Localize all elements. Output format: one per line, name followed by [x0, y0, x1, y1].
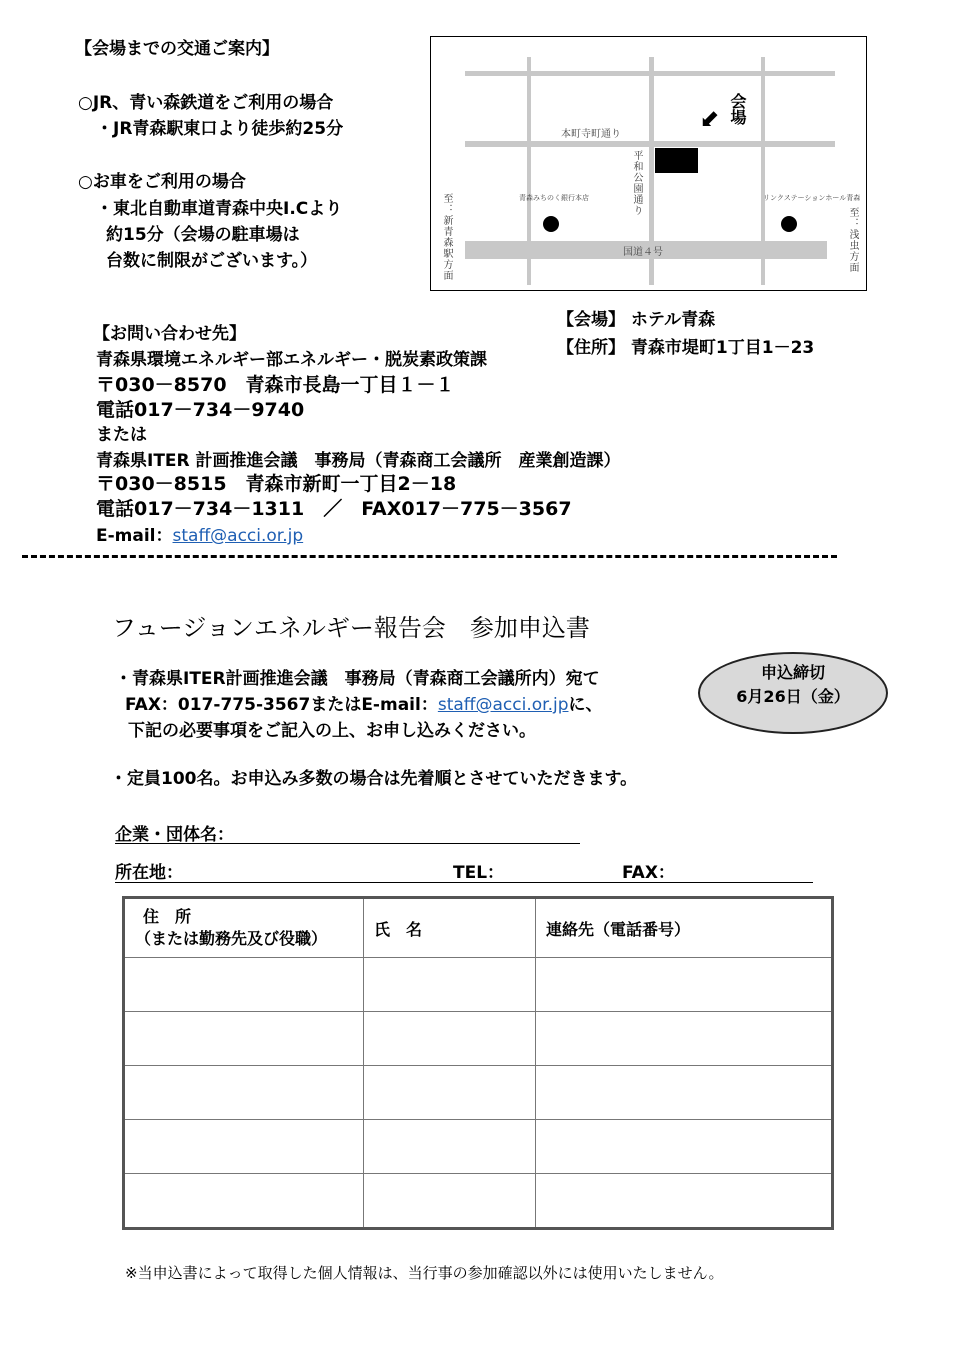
contact-email-link[interactable]: staff@acci.or.jp: [172, 526, 304, 546]
contact-org2: 青森県ITER 計画推進会議 事務局（青森商工会議所 産業創造課）: [96, 451, 621, 471]
fax-label: FAX：: [622, 863, 675, 883]
header-name: 氏 名: [364, 898, 536, 958]
cell-contact[interactable]: [536, 958, 833, 1012]
venue-name: 【会場】 ホテル青森: [557, 310, 716, 330]
cell-address[interactable]: [124, 1066, 364, 1120]
contact-org1-tel: 電話017－734－9740: [96, 399, 305, 421]
cell-address[interactable]: [124, 958, 364, 1012]
cell-address[interactable]: [124, 1012, 364, 1066]
map-label-right-direction: 至：浅虫方面: [847, 207, 858, 273]
location-field[interactable]: [115, 882, 813, 883]
landmark-left-dot: [543, 216, 559, 232]
venue-address: 【住所】 青森市堤町1丁目1－23: [557, 338, 815, 358]
map-venue-label: 会場: [728, 93, 747, 125]
train-detail: ・JR青森駅東口より徒歩約25分: [96, 119, 344, 139]
instruction-line-2: [125, 692, 602, 718]
privacy-note: ※当申込書によって取得した個人情報は、当行事の参加確認以外には使用いたしません。: [125, 1264, 724, 1282]
instruction-suffix: に、: [568, 695, 603, 715]
map-label-left-landmark: 青森みちのく銀行本店: [519, 194, 589, 202]
header-contact: 連絡先（電話番号）: [536, 898, 833, 958]
map-label-honchoji: 本町寺町通り: [561, 129, 621, 140]
table-row: [124, 1066, 833, 1120]
cell-contact[interactable]: [536, 1120, 833, 1174]
header-address-line1: 住 所: [143, 907, 192, 926]
table-header-row: [124, 898, 833, 958]
venue-block: [655, 148, 698, 173]
cell-name[interactable]: [364, 1066, 536, 1120]
table-row: [124, 1174, 833, 1229]
tel-label: TEL：: [453, 863, 505, 883]
contact-email-line: [96, 523, 303, 549]
table-row: [124, 958, 833, 1012]
deadline-badge: [698, 652, 888, 734]
cell-contact[interactable]: [536, 1066, 833, 1120]
company-label: 企業・団体名：: [115, 825, 234, 845]
cell-name[interactable]: [364, 1174, 536, 1229]
deadline-label: 申込締切: [760, 663, 825, 682]
contact-email-label: E-mail：: [96, 526, 173, 546]
access-map: [430, 36, 867, 291]
company-field[interactable]: [115, 843, 580, 844]
application-table: [122, 896, 834, 1230]
contact-org2-address: 〒030－8515 青森市新町一丁目2－18: [96, 473, 457, 495]
car-heading: ○お車をご利用の場合: [78, 172, 246, 192]
cell-name[interactable]: [364, 958, 536, 1012]
map-label-heiwa: 平和公園通り: [631, 150, 642, 216]
cell-address[interactable]: [124, 1174, 364, 1229]
table-row: [124, 1012, 833, 1066]
access-heading: 【会場までの交通ご案内】: [75, 39, 279, 59]
instruction-line-1: ・青森県ITER計画推進会議 事務局（青森商工会議所内）宛て: [115, 669, 600, 689]
map-label-route4: 国道４号: [623, 247, 663, 258]
cell-name[interactable]: [364, 1012, 536, 1066]
header-address: [124, 898, 364, 958]
landmark-right-dot: [781, 216, 797, 232]
location-label: 所在地：: [115, 863, 183, 883]
deadline-date: 6月26日（金）: [736, 687, 850, 706]
instruction-line-3: 下記の必要事項をご記入の上、お申し込みください。: [128, 721, 536, 741]
contact-org1-address: 〒030－8570 青森市長島一丁目１－１: [96, 374, 455, 396]
contact-org2-telfax: 電話017－734－1311 ／ FAX017－775－3567: [96, 498, 572, 520]
cell-contact[interactable]: [536, 1174, 833, 1229]
instruction-email-link[interactable]: staff@acci.or.jp: [437, 695, 569, 715]
map-label-left-direction: 至：新青森駅方面: [441, 193, 452, 281]
map-road-v3: [761, 57, 765, 285]
map-road-v1: [527, 57, 531, 285]
car-line-1: ・東北自動車道青森中央I.Cより: [96, 199, 343, 219]
table-row: [124, 1120, 833, 1174]
cut-line: [22, 555, 837, 558]
header-address-line2: （または勤務先及び役職）: [135, 929, 328, 948]
contact-heading: 【お問い合わせ先】: [93, 324, 246, 344]
instruction-fax: FAX：017-775-3567またはE-mail：: [125, 695, 438, 715]
cell-address[interactable]: [124, 1120, 364, 1174]
contact-org1: 青森県環境エネルギー部エネルギー・脱炭素政策課: [96, 350, 487, 370]
arrow-icon: ⬅: [692, 101, 727, 137]
car-line-2: 約15分（会場の駐車場は: [106, 225, 300, 245]
capacity-note: ・定員100名。お申込み多数の場合は先着順とさせていただきます。: [110, 769, 638, 789]
map-label-right-landmark: リンクステーションホール青森: [763, 194, 861, 202]
car-line-3: 台数に制限がございます。）: [106, 251, 318, 271]
cell-name[interactable]: [364, 1120, 536, 1174]
form-title: フュージョンエネルギー報告会 参加申込書: [112, 614, 590, 642]
cell-contact[interactable]: [536, 1012, 833, 1066]
train-heading: ○JR、青い森鉄道をご利用の場合: [78, 93, 334, 113]
contact-or: または: [96, 425, 147, 445]
